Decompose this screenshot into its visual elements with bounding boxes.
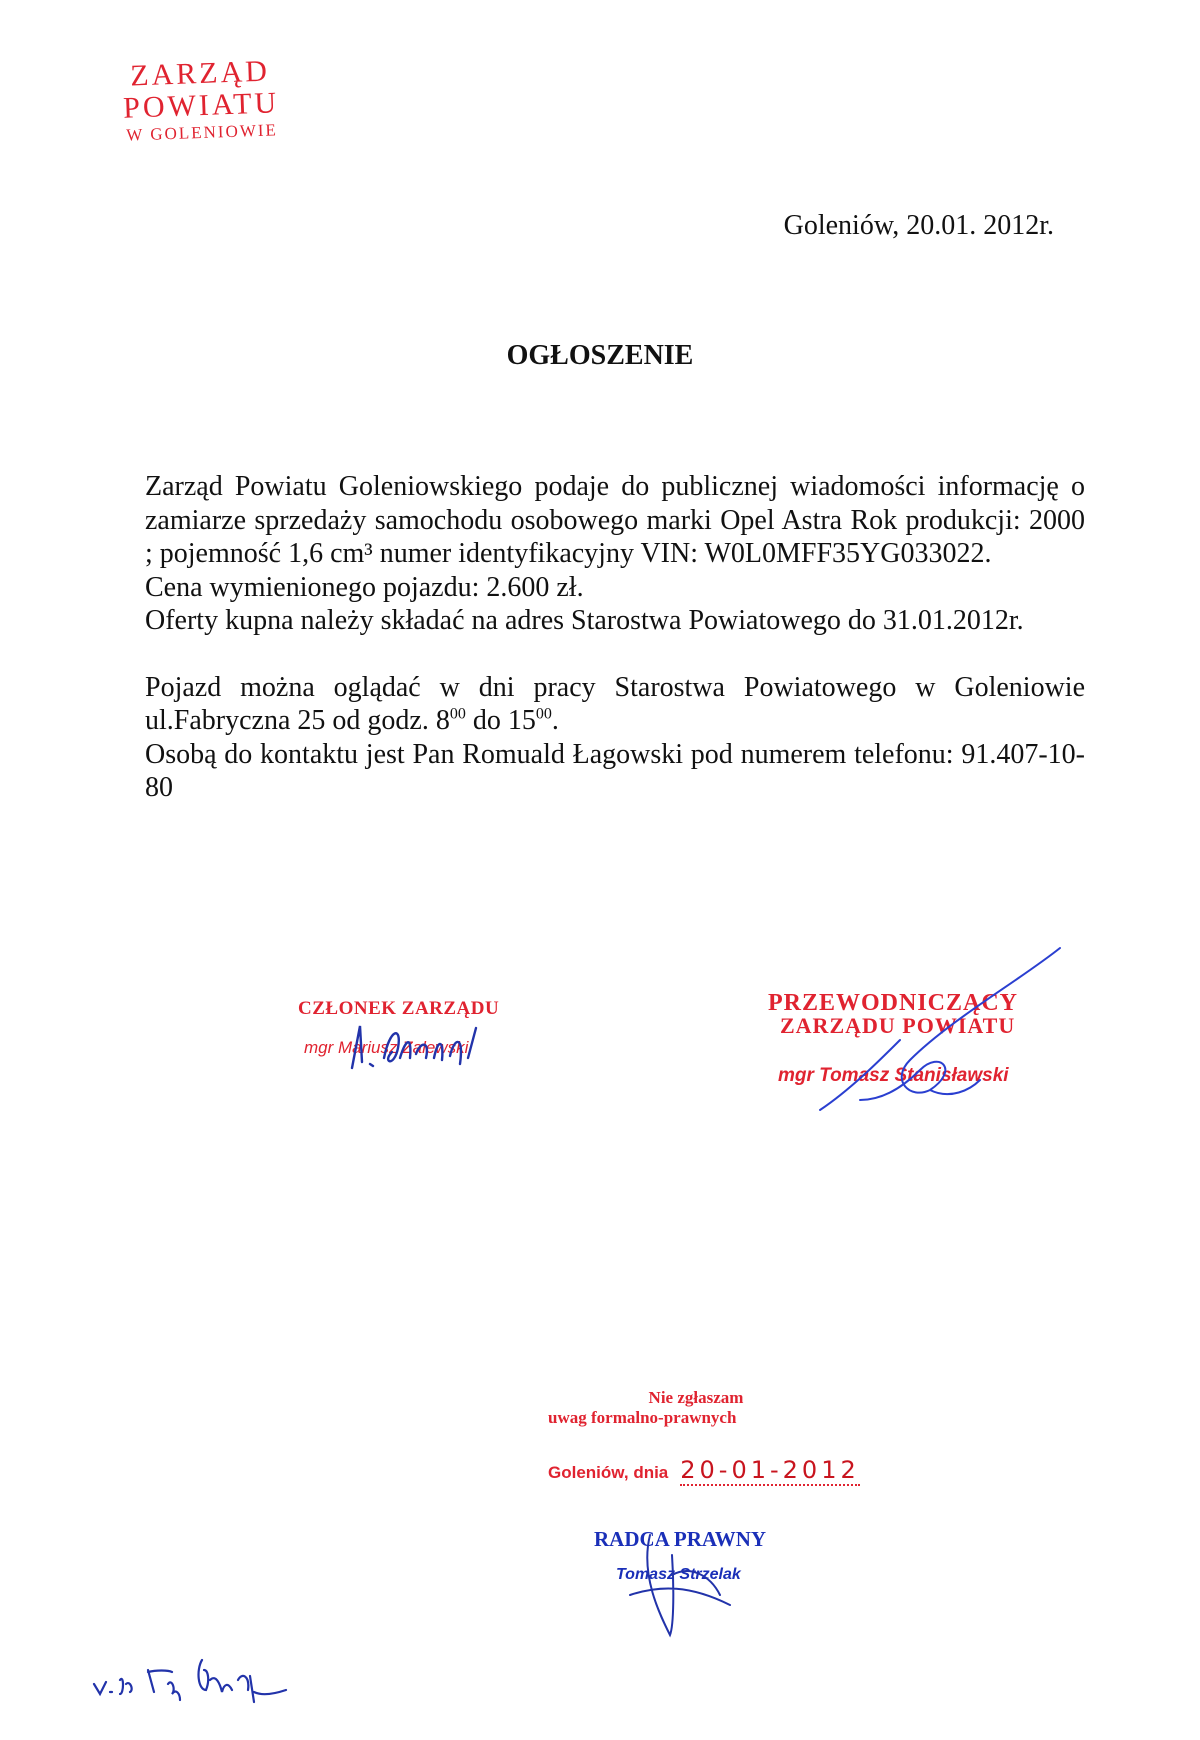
hours-sup-1: 00 — [449, 705, 466, 723]
stamp-line-2: POWIATU — [122, 86, 280, 125]
viewing-text: Pojazd można oglądać w dni pracy Starostwa Powiatowego w Goleniowie ul.Fabryczna 25 od godz. 8 — [145, 671, 1085, 736]
document-body — [145, 470, 1085, 805]
stamp-line-1: ZARZĄD — [129, 54, 271, 93]
member-role: CZŁONEK ZARZĄDU — [298, 998, 500, 1019]
signature-member-icon — [340, 1018, 510, 1078]
chairman-role-2: ZARZĄDU POWIATU — [780, 1013, 1016, 1038]
chairman-role-1: PRZEWODNICZĄCY — [768, 990, 1019, 1016]
legal-date-value: 20-01-2012 — [680, 1456, 860, 1484]
stamp-zarzad-powiatu — [95, 54, 308, 147]
counsel-name: Tomasz Strzelak — [616, 1566, 741, 1583]
legal-line-1: Nie zgłaszam — [648, 1388, 744, 1407]
hours-sup-2: 00 — [535, 705, 552, 723]
legal-review-stamp — [548, 1388, 868, 1486]
member-name: mgr Mariusz Zalewski — [304, 1038, 469, 1057]
signature-chairman-icon — [760, 940, 1080, 1115]
paragraph-vehicle: Zarząd Powiatu Goleniowskiego podaje do publicznej wiadomości informację o zamiarze sprzedaży samochodu osobowego marki Opel Astra Rok produkcji: 2000 ; pojemność 1,6 cm³ numer identyfikacyjny VIN: W0L0MFF35YG033022. — [145, 471, 1085, 569]
paragraph-offers: Oferty kupna należy składać na adres Starostwa Powiatowego do 31.01.2012r. — [145, 605, 1024, 636]
viewing-text-mid: do 15 — [465, 705, 536, 736]
paragraph-contact: Osobą do kontaktu jest Pan Romuald Łagowski pod numerem telefonu: 91.407-10-80 — [145, 738, 1085, 803]
legal-line-2: uwag formalno-prawnych — [548, 1408, 737, 1427]
legal-date-label: Goleniów, dnia — [548, 1463, 669, 1482]
paragraph-price: Cena wymienionego pojazdu: 2.600 zł. — [145, 571, 584, 603]
stamp-line-3: W GOLENIOWIE — [126, 120, 279, 145]
viewing-text-end: . — [551, 705, 559, 736]
counsel-role: RADCA PRAWNY — [594, 1527, 767, 1551]
chairman-name: mgr Tomasz Stanisławski — [778, 1065, 1009, 1086]
legal-date-row — [548, 1456, 868, 1486]
handwritten-note-icon — [90, 1640, 320, 1710]
document-date: Goleniów, 20.01. 2012r. — [783, 210, 1054, 241]
paragraph-viewing — [145, 671, 1085, 738]
signature-counsel-icon — [610, 1515, 740, 1645]
document-title: OGŁOSZENIE — [506, 340, 694, 371]
